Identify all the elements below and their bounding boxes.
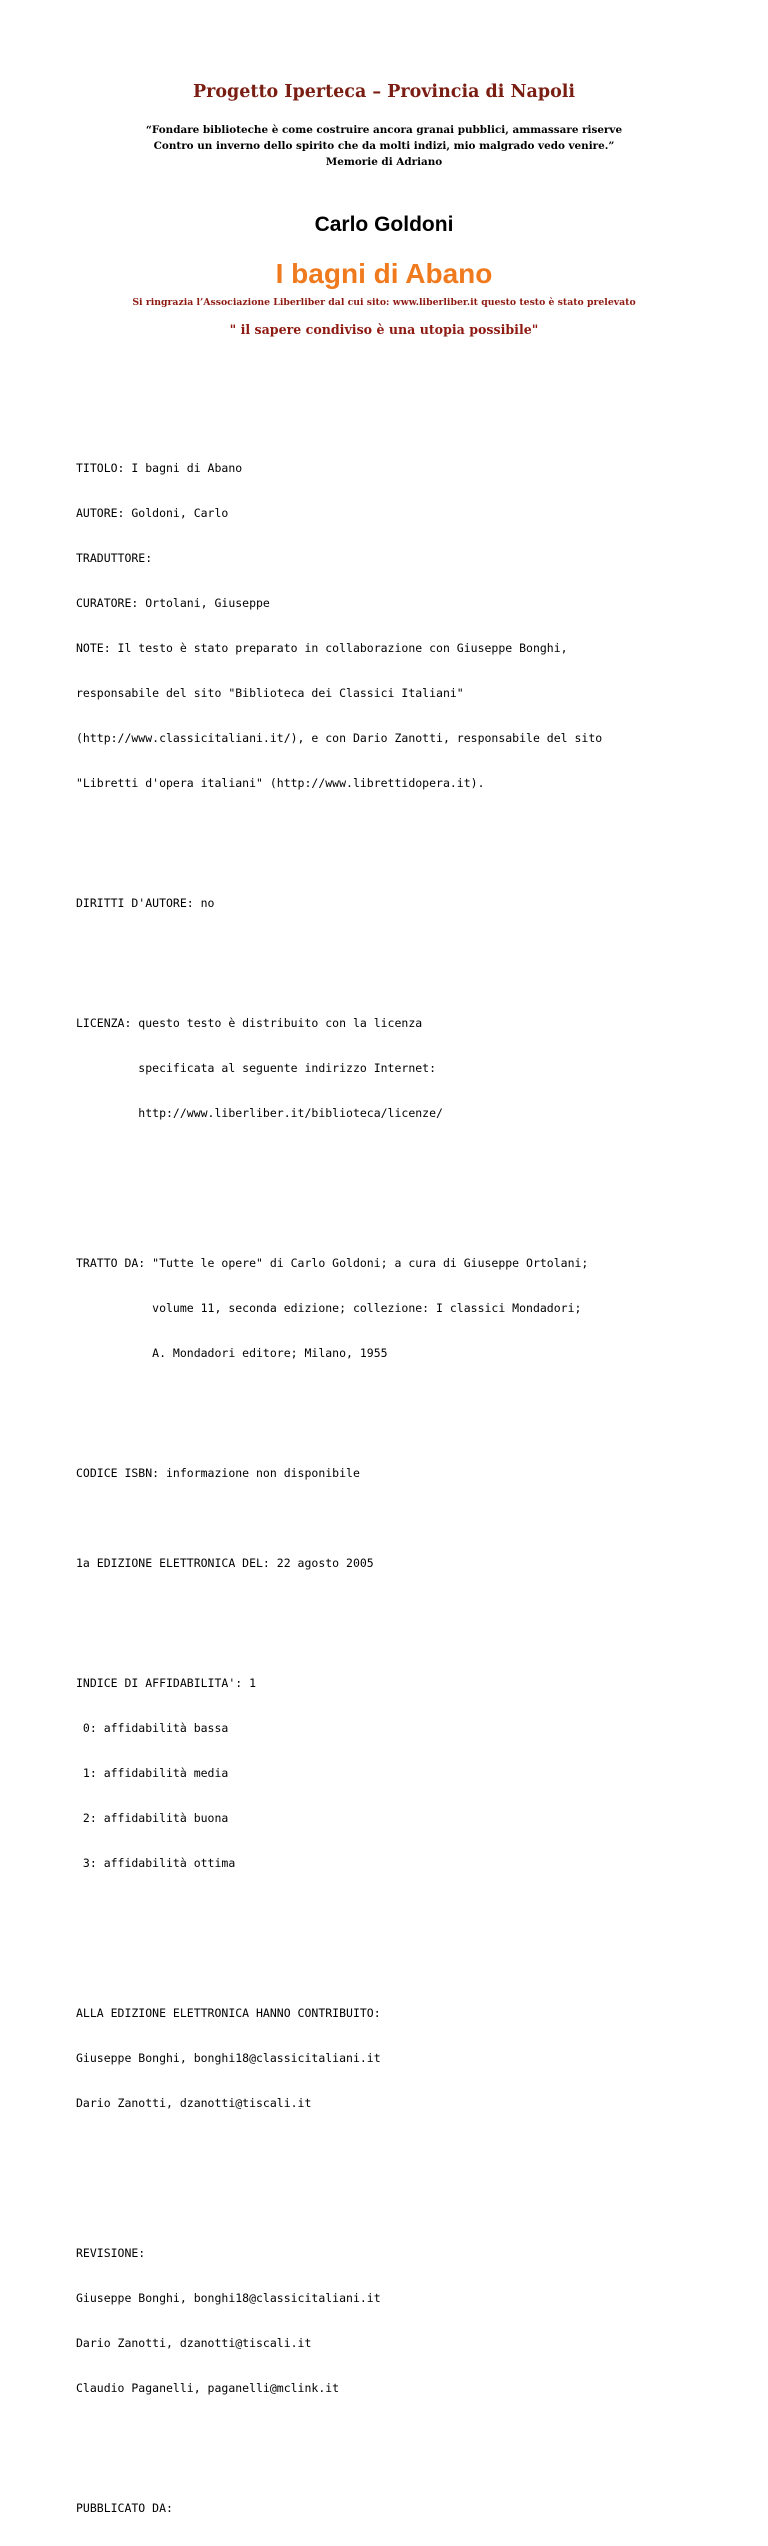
- quote-source: Memorie di Adriano: [325, 156, 443, 168]
- metadata-line: "Libretti d'opera italiani" (http://www.librettidopera.it).: [76, 776, 485, 790]
- author-name: Carlo Goldoni: [314, 213, 454, 236]
- metadata-line: Giuseppe Bonghi, bonghi18@classicitaliani.it: [76, 2291, 381, 2305]
- metadata-line: TRADUTTORE:: [76, 551, 153, 565]
- metadata-line: NOTE: Il testo è stato preparato in collaborazione con Giuseppe Bonghi,: [76, 641, 568, 655]
- metadata-line: REVISIONE:: [76, 2246, 146, 2260]
- contributors-section: [76, 1976, 726, 2141]
- metadata-line: PUBBLICATO DA:: [76, 2501, 173, 2515]
- metadata-line: CURATORE: Ortolani, Giuseppe: [76, 596, 270, 610]
- reliability-section: [76, 1646, 726, 1901]
- metadata-line: A. Mondadori editore; Milano, 1955: [76, 1346, 388, 1360]
- metadata-line: responsabile del sito "Biblioteca dei Classici Italiani": [76, 686, 464, 700]
- thanks-note: Si ringrazia l’Associazione Liberliber dal cui sito: www.liberliber.it questo testo è stato prelevato: [132, 297, 636, 308]
- metadata-line: http://www.liberliber.it/biblioteca/licenze/: [76, 1106, 443, 1120]
- metadata-line: 0: affidabilità bassa: [76, 1721, 229, 1735]
- metadata-line: TRATTO DA: "Tutte le opere" di Carlo Goldoni; a cura di Giuseppe Ortolani;: [76, 1256, 589, 1270]
- epigraph-quote: [0, 122, 768, 170]
- metadata-line: ALLA EDIZIONE ELETTRONICA HANNO CONTRIBUITO:: [76, 2006, 381, 2020]
- metadata-line: INDICE DI AFFIDABILITA': 1: [76, 1676, 257, 1690]
- metadata-line: Claudio Paganelli, paganelli@mclink.it: [76, 2381, 340, 2395]
- metadata-line: Dario Zanotti, dzanotti@tiscali.it: [76, 2336, 312, 2350]
- metadata-line: 2: affidabilità buona: [76, 1811, 229, 1825]
- metadata-block: [76, 401, 726, 2546]
- metadata-line: (http://www.classicitaliani.it/), e con Dario Zanotti, responsabile del sito: [76, 731, 603, 745]
- metadata-header-section: [76, 431, 726, 821]
- work-title: I bagni di Abano: [275, 258, 493, 289]
- metadata-line: volume 11, seconda edizione; collezione: I classici Mondadori;: [76, 1301, 582, 1315]
- metadata-line: TITOLO: I bagni di Abano: [76, 461, 243, 475]
- metadata-line: CODICE ISBN: informazione non disponibile: [76, 1466, 360, 1480]
- metadata-line: 1a EDIZIONE ELETTRONICA DEL: 22 agosto 2005: [76, 1556, 374, 1570]
- license-section: [76, 986, 726, 1151]
- metadata-line: 1: affidabilità media: [76, 1766, 229, 1780]
- motto: " il sapere condiviso è una utopia possibile": [229, 322, 539, 337]
- revision-section: [76, 2216, 726, 2426]
- metadata-line: DIRITTI D'AUTORE: no: [76, 896, 215, 910]
- quote-line: Contro un inverno dello spirito che da molti indizi, mio malgrado vedo venire.”: [153, 140, 615, 152]
- source-section: [76, 1226, 726, 1391]
- metadata-line: AUTORE: Goldoni, Carlo: [76, 506, 229, 520]
- metadata-line: Giuseppe Bonghi, bonghi18@classicitaliani.it: [76, 2051, 381, 2065]
- project-title: Progetto Iperteca – Provincia di Napoli: [192, 82, 576, 102]
- metadata-line: specificata al seguente indirizzo Internet:: [76, 1061, 437, 1075]
- metadata-line: 3: affidabilità ottima: [76, 1856, 236, 1870]
- quote-line: “Fondare biblioteche è come costruire ancora granai pubblici, ammassare riserve: [145, 124, 623, 136]
- metadata-line: Dario Zanotti, dzanotti@tiscali.it: [76, 2096, 312, 2110]
- metadata-line: LICENZA: questo testo è distribuito con la licenza: [76, 1016, 423, 1030]
